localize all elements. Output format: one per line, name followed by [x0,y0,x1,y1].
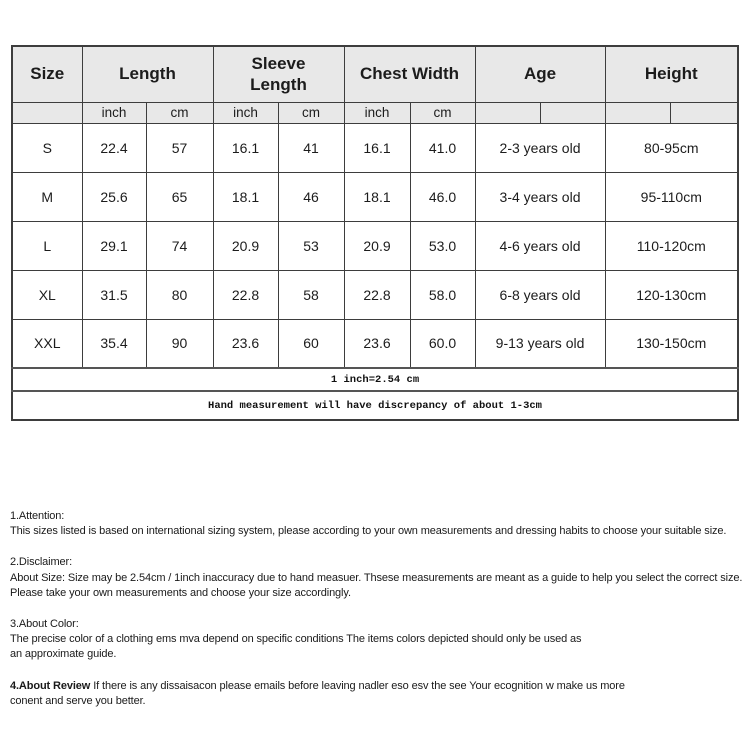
sleeve-unit-cm: cm [278,102,344,123]
sleeve-cm-cell: 46 [278,172,344,221]
chest-inch-cell: 16.1 [344,123,410,172]
sleeve-inch-cell: 20.9 [213,221,278,270]
age-cell: 4-6 years old [475,221,605,270]
sleeve-cm-cell: 41 [278,123,344,172]
sleeve-inch-cell: 22.8 [213,270,278,319]
sleeve-unit-inch: inch [213,102,278,123]
size-cell: XXL [12,319,82,368]
length-cm-cell: 90 [146,319,213,368]
inch-conversion-note: 1 inch=2.54 cm [12,368,738,391]
size-chart-table [11,45,739,421]
length-unit-inch: inch [82,102,146,123]
note-heading: 1.Attention: [10,510,65,522]
chest-cm-cell: 53.0 [410,221,475,270]
size-cell: XL [12,270,82,319]
table-row [12,270,738,319]
note-text: About Size: Size may be 2.54cm / 1inch inaccuracy due to hand measuer. Thsese measurements are meant as a guide to help you select the correct size. [10,571,743,584]
note-heading: 2.Disclaimer: [10,556,73,569]
table-row [12,221,738,270]
length-unit-cm: cm [146,102,213,123]
age-cell: 6-8 years old [475,270,605,319]
note-text: The precise color of a clothing ems mva depend on specific conditions The items colors depicted should only be used as [10,633,582,646]
sleeve-inch-cell: 18.1 [213,172,278,221]
table-row [12,123,738,172]
height-cell: 95-110cm [605,172,738,221]
notes-section [10,509,748,725]
note-disclaimer [10,555,748,601]
size-cell: S [12,123,82,172]
subheader-empty-cell [475,102,540,123]
table-row [12,172,738,221]
chest-cm-cell: 41.0 [410,123,475,172]
length-cm-cell: 74 [146,221,213,270]
length-cm-cell: 57 [146,123,213,172]
chest-inch-cell: 18.1 [344,172,410,221]
chest-inch-cell: 22.8 [344,270,410,319]
note-heading: 4.About Review [10,679,91,692]
table-footnote-row [12,368,738,391]
chest-inch-cell: 20.9 [344,221,410,270]
header-chest-width: Chest Width [344,46,475,102]
measurement-discrepancy-note: Hand measurement will have discrepancy of about 1-3cm [12,391,738,420]
age-cell: 3-4 years old [475,172,605,221]
note-text [10,679,748,694]
size-cell: M [12,172,82,221]
length-inch-cell: 25.6 [82,172,146,221]
chest-cm-cell: 46.0 [410,172,475,221]
age-cell: 2-3 years old [475,123,605,172]
subheader-empty-cell [605,102,670,123]
sleeve-cm-cell: 53 [278,221,344,270]
length-cm-cell: 65 [146,172,213,221]
chest-cm-cell: 58.0 [410,270,475,319]
length-cm-cell: 80 [146,270,213,319]
chest-unit-inch: inch [344,102,410,123]
sleeve-inch-cell: 16.1 [213,123,278,172]
size-chart-section [11,45,738,421]
note-text: an approximate guide. [10,648,117,661]
table-unit-row [12,102,738,123]
header-size: Size [12,46,82,102]
header-height: Height [605,46,738,102]
chest-inch-cell: 23.6 [344,319,410,368]
sleeve-cm-cell: 58 [278,270,344,319]
age-cell: 9-13 years old [475,319,605,368]
header-length: Length [82,46,213,102]
header-age: Age [475,46,605,102]
subheader-empty-cell [12,102,82,123]
note-text: This sizes listed is based on international sizing system, please according to your own measurements and dressing habits to choose your suitable size. [10,525,727,538]
sleeve-inch-cell: 23.6 [213,319,278,368]
header-sleeve-length: Sleeve Length [213,46,344,102]
note-attention [10,509,748,539]
note-text: Please take your own measurements and choose your size accordingly. [10,586,351,599]
length-inch-cell: 22.4 [82,123,146,172]
subheader-empty-cell [540,102,605,123]
size-cell: L [12,221,82,270]
table-row [12,319,738,368]
height-cell: 80-95cm [605,123,738,172]
sleeve-cm-cell: 60 [278,319,344,368]
note-about-color [10,617,748,663]
length-inch-cell: 31.5 [82,270,146,319]
height-cell: 120-130cm [605,270,738,319]
height-cell: 130-150cm [605,319,738,368]
note-about-review [10,679,748,709]
note-text: If there is any dissaisacon please emails before leaving nadler eso esv the see Your ecognition w make us more [93,679,625,692]
note-heading: 3.About Color: [10,618,79,631]
note-text: conent and serve you better. [10,694,146,707]
table-footnote-row [12,391,738,420]
chest-unit-cm: cm [410,102,475,123]
table-header-row [12,46,738,102]
chest-cm-cell: 60.0 [410,319,475,368]
subheader-empty-cell [670,102,738,123]
height-cell: 110-120cm [605,221,738,270]
length-inch-cell: 29.1 [82,221,146,270]
length-inch-cell: 35.4 [82,319,146,368]
